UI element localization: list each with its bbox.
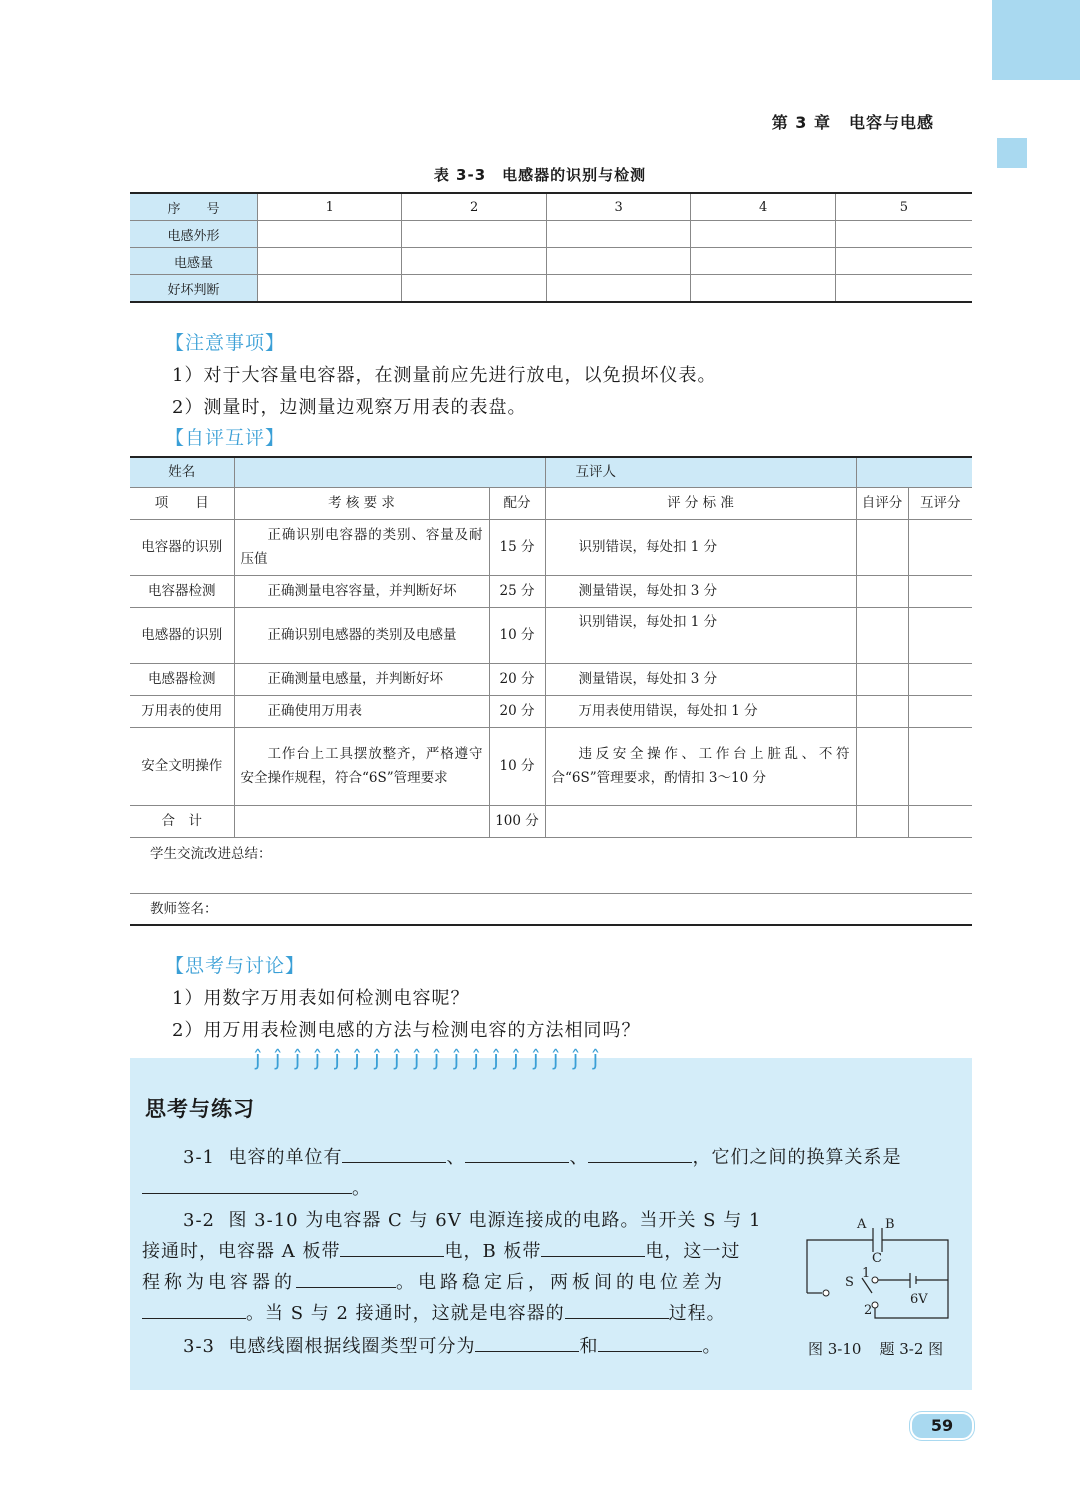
table-cell [402,275,546,303]
question-number: 3-1 [183,1147,215,1168]
peer-total-cell[interactable] [908,805,972,837]
question-text: 和 [579,1336,599,1357]
question-text: 。电路稳定后，两板间的电位差为 [396,1272,726,1293]
discussion-item: 1）用数字万用表如何检测电容呢？ [172,988,470,1009]
capacitor-circuit-diagram [800,1210,960,1325]
self-evaluation-table [130,456,972,926]
score-cell: 20 分 [489,663,545,695]
table-header-cell: 4 [691,193,835,221]
item-cell: 电感器的识别 [130,607,234,663]
question-text: 过程。 [668,1303,726,1324]
item-cell: 电容器的识别 [130,519,234,575]
table-cell [258,248,402,275]
switch-contact-2 [872,1302,878,1308]
score-cell: 10 分 [489,727,545,805]
table-3-3-caption [0,164,1080,185]
standard-cell: 违反安全操作、工作台上脏乱、不符合“6S”管理要求，酌情扣 3～10 分 [545,727,856,805]
question-text: 接通时，电容器 A 板带 [142,1241,341,1262]
chapter-tab-marker [992,0,1080,80]
table-cell [402,248,546,275]
name-field[interactable] [234,457,545,487]
table-header-cell: 3 [546,193,690,221]
table-header-cell: 5 [835,193,972,221]
label-contact-2: 2 [864,1303,873,1318]
self-score-cell[interactable] [856,663,908,695]
question-number: 3-2 [183,1210,215,1231]
answer-blank[interactable] [565,1300,669,1319]
table-cell [258,221,402,248]
discussion-item: 2）用万用表检测电感的方法与检测电容的方法相同吗？ [172,1020,641,1041]
question-text: 。 [352,1178,371,1199]
binder-rings-decoration: ĵĵĵĵĵĵĵĵĵĵĵĵĵĵĵĵĵĵ [255,1046,613,1070]
self-score-cell[interactable] [856,727,908,805]
notes-heading: 【注意事项】 [165,332,286,354]
question-3-1 [183,1143,901,1169]
question-text: 。 [702,1336,722,1357]
requirement-cell: 正确测量电感量，并判断好坏 [234,663,489,695]
figure-title: 题 3-2 图 [879,1340,944,1358]
peer-score-cell[interactable] [908,727,972,805]
peer-field[interactable] [856,457,972,487]
question-3-2-line2 [142,1237,740,1263]
table-cell [234,805,489,837]
answer-blank[interactable] [296,1269,396,1288]
label-voltage: 6V [910,1292,928,1307]
answer-blank[interactable] [541,1238,645,1257]
table-header-cell: 2 [402,193,546,221]
question-text: 程称为电容器的 [142,1272,296,1293]
answer-blank[interactable] [142,1300,246,1319]
table-cell [691,275,835,303]
answer-blank[interactable] [465,1144,569,1163]
table-cell [546,221,690,248]
peer-score-cell[interactable] [908,695,972,727]
note-item: 1）对于大容量电容器，在测量前应先进行放电，以免损坏仪表。 [172,365,717,386]
question-text: 电，这一过 [645,1241,741,1262]
requirement-cell: 正确识别电容器的类别、容量及耐压值 [234,519,489,575]
question-text: 、 [569,1147,589,1168]
row-label: 好坏判断 [130,275,258,303]
total-score: 100 分 [489,805,545,837]
chapter-header [772,110,934,133]
table-header-cell: 1 [258,193,402,221]
question-text: ，它们之间的换算关系是 [692,1147,902,1168]
switch-contact [823,1290,829,1296]
practice-title: 思考与练习 [145,1097,255,1121]
question-3-3 [183,1332,721,1358]
table-cell [691,221,835,248]
table-cell [402,221,546,248]
score-cell: 15 分 [489,519,545,575]
peer-score-cell[interactable] [908,663,972,695]
switch-contact-1 [872,1277,878,1283]
question-text: 电容的单位有 [228,1147,343,1168]
requirement-cell: 工作台上工具摆放整齐，严格遵守安全操作规程，符合“6S”管理要求 [234,727,489,805]
table-cell [546,248,690,275]
table-row [130,805,972,837]
item-cell: 电容器检测 [130,575,234,607]
table-row [130,275,972,303]
table-cell [835,275,972,303]
answer-blank[interactable] [342,1144,446,1163]
table-cell [691,248,835,275]
table-row [130,663,972,695]
question-text: 电，B 板带 [444,1241,542,1262]
table-row [130,248,972,275]
peer-label: 互评人 [545,457,856,487]
table-row [130,893,972,925]
teacher-signature-field[interactable] [130,893,972,925]
table-row [130,575,972,607]
table-cell [835,221,972,248]
table-row [130,193,972,221]
chapter-title: 电容与电感 [848,113,934,132]
page-number: 59 [910,1412,974,1440]
summary-label: 学生交流改进总结： [150,845,272,862]
label-capacitor: C [872,1251,882,1266]
question-3-2 [183,1206,761,1232]
table-row [130,487,972,519]
question-3-2-line3 [142,1268,726,1294]
answer-blank[interactable] [142,1175,352,1194]
table-cell [545,805,856,837]
requirement-cell: 正确测量电容容量，并判断好坏 [234,575,489,607]
standard-cell: 测量错误，每处扣 3 分 [545,663,856,695]
peer-score-cell[interactable] [908,575,972,607]
answer-blank[interactable] [598,1333,702,1352]
col-header: 考 核 要 求 [234,487,489,519]
table-row [130,457,972,487]
label-contact-1: 1 [862,1266,871,1281]
label-plate-b: B [885,1217,895,1232]
label-plate-a: A [857,1217,867,1232]
col-header: 配分 [489,487,545,519]
peer-score-cell[interactable] [908,519,972,575]
row-label: 电感外形 [130,221,258,248]
summary-field[interactable] [130,837,972,893]
requirement-cell: 正确使用万用表 [234,695,489,727]
self-score-cell[interactable] [856,575,908,607]
figure-number: 图 3-10 [808,1340,862,1358]
question-number: 3-3 [183,1336,215,1357]
col-header: 评 分 标 准 [545,487,856,519]
inductor-check-table [130,192,972,303]
col-header: 项 目 [130,487,234,519]
table-cell [258,275,402,303]
self-total-cell[interactable] [856,805,908,837]
table-row [130,221,972,248]
table-caption-number: 表 3-3 [433,166,487,184]
label-switch: S [845,1275,854,1290]
row-label: 电感量 [130,248,258,275]
self-eval-heading: 【自评互评】 [165,427,286,449]
chapter-number: 第 3 章 [771,113,831,132]
requirement-cell: 正确识别电感器的类别及电感量 [234,607,489,663]
note-item: 2）测量时，边测量边观察万用表的表盘。 [172,397,527,418]
table-header-cell: 序 号 [130,193,258,221]
table-row [130,607,972,663]
item-cell: 电感器检测 [130,663,234,695]
table-caption-title: 电感器的识别与检测 [502,166,647,184]
table-cell [835,248,972,275]
name-label: 姓名 [130,457,234,487]
peer-score-cell[interactable] [908,607,972,663]
self-score-cell[interactable] [856,519,908,575]
score-cell: 10 分 [489,607,545,663]
question-3-1-cont [142,1174,371,1200]
table-row [130,519,972,575]
answer-blank[interactable] [475,1333,579,1352]
question-text: 。当 S 与 2 接通时，这就是电容器的 [246,1303,565,1324]
standard-cell: 识别错误，每处扣 1 分 [545,607,856,663]
item-cell: 安全文明操作 [130,727,234,805]
answer-blank[interactable] [588,1144,692,1163]
col-header: 互评分 [908,487,972,519]
table-cell [546,275,690,303]
standard-cell: 万用表使用错误，每处扣 1 分 [545,695,856,727]
question-text: 图 3-10 为电容器 C 与 6V 电源连接成的电路。当开关 S 与 1 [228,1210,762,1231]
teacher-label: 教师签名： [150,900,218,917]
item-cell: 万用表的使用 [130,695,234,727]
discussion-heading: 【思考与讨论】 [165,955,306,977]
self-score-cell[interactable] [856,695,908,727]
total-label: 合 计 [130,805,234,837]
question-text: 电感线圈根据线圈类型可分为 [228,1336,476,1357]
standard-cell: 识别错误，每处扣 1 分 [545,519,856,575]
answer-blank[interactable] [340,1238,444,1257]
table-row [130,695,972,727]
figure-caption [808,1338,943,1359]
score-cell: 25 分 [489,575,545,607]
col-header: 自评分 [856,487,908,519]
table-row [130,837,972,893]
question-3-2-line4 [142,1299,726,1325]
standard-cell: 测量错误，每处扣 3 分 [545,575,856,607]
score-cell: 20 分 [489,695,545,727]
self-score-cell[interactable] [856,607,908,663]
question-text: 、 [446,1147,466,1168]
table-row [130,727,972,805]
